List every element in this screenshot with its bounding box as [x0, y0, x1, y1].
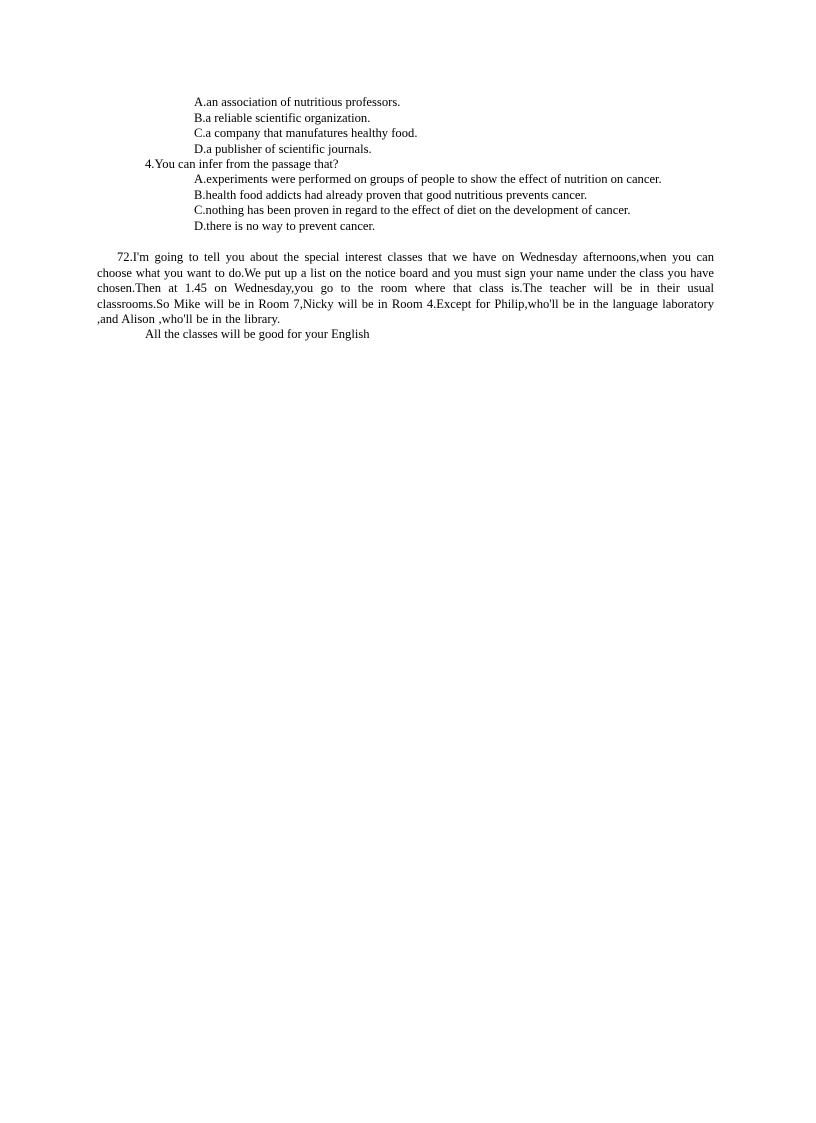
q4-stem: 4.You can infer from the passage that?	[145, 157, 339, 171]
q3-option-c: C.a company that manufatures healthy food.	[194, 126, 418, 140]
q3-option-b: B.a reliable scientific organization.	[194, 111, 371, 125]
passage-72-paragraph: 72.I'm going to tell you about the special interest classes that we have on Wednesday afternoons,when you can choose what you want to do.We put up a list on the notice board and you must sign your name under the class you have chosen.Then at 1.45 on Wednesday,you go to the room where that class is.The teacher will be in their usual classrooms.So Mike will be in Room 7,Nicky will be in Room 4.Except for Philip,who'll be in the language laboratory ,and Alison ,who'll be in the library.	[97, 250, 714, 326]
passage-72-last-line: All the classes will be good for your English	[145, 327, 370, 341]
q4-option-b: B.health food addicts had already proven that good nutritious prevents cancer.	[194, 188, 588, 202]
q3-option-a: A.an association of nutritious professors.	[194, 95, 401, 109]
q3-option-d: D.a publisher of scientific journals.	[194, 142, 372, 156]
q4-option-c: C.nothing has been proven in regard to the effect of diet on the development of cancer.	[194, 203, 631, 217]
q4-option-d: D.there is no way to prevent cancer.	[194, 219, 376, 233]
q4-option-a: A.experiments were performed on groups of people to show the effect of nutrition on cancer.	[194, 172, 662, 186]
